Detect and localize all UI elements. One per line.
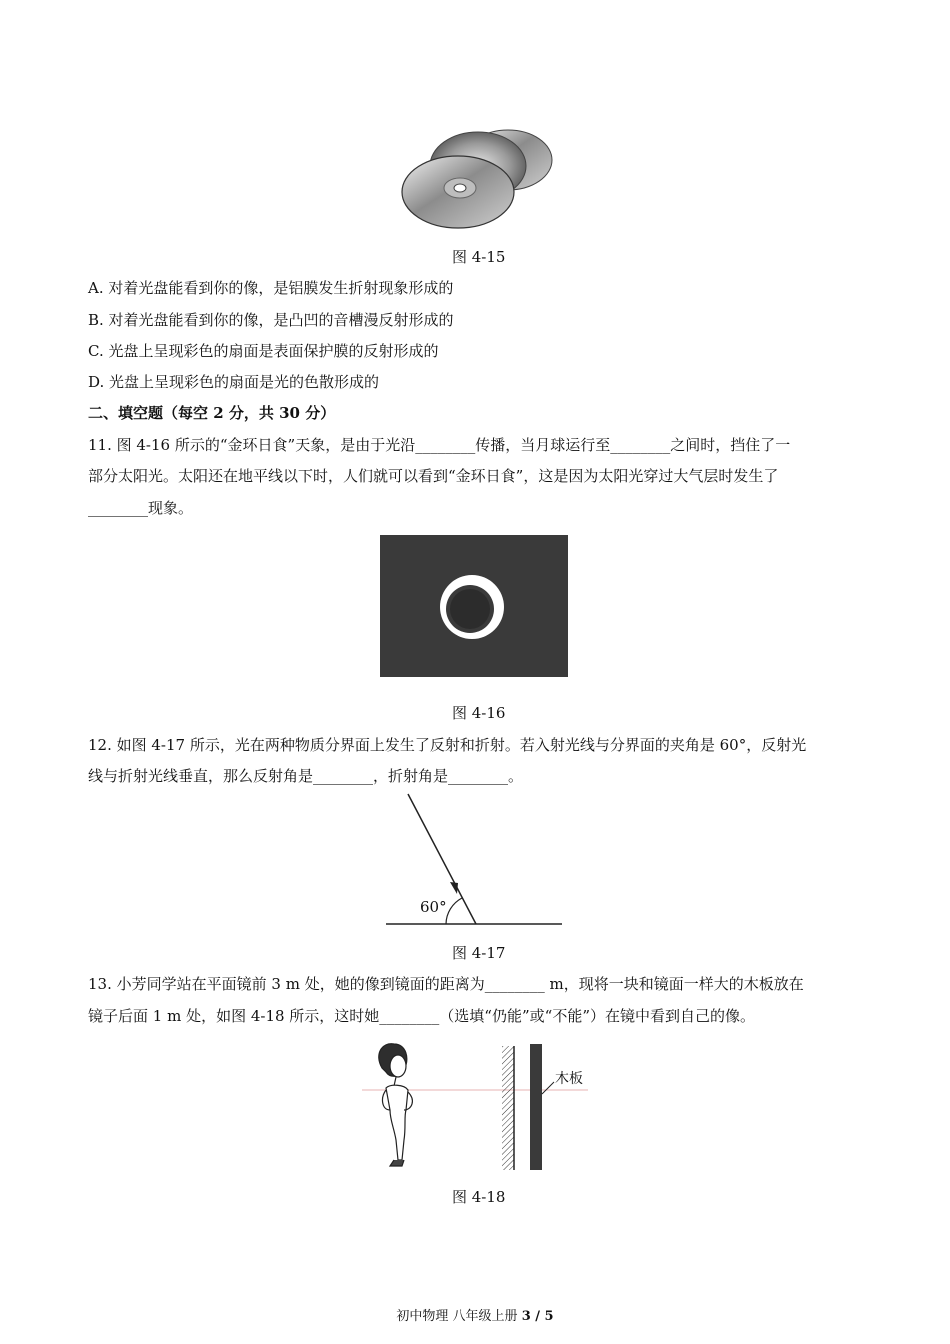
q12-line-1: 12. 如图 4-17 所示，光在两种物质分界面上发生了反射和折射。若入射光线与分界面的夹角是 60°，反射光 xyxy=(88,736,807,754)
board-label: 木板 xyxy=(555,1071,583,1087)
figure-4-15-discs xyxy=(388,118,558,236)
section-heading: 二、填空题（每空 2 分，共 30 分） xyxy=(88,404,336,422)
figure-4-18-caption: 图 4-18 xyxy=(452,1188,506,1206)
q13-line-2: 镜子后面 1 m 处，如图 4-18 所示，这时她________（选填“仍能”或“不能”）在镜中看到自己的像。 xyxy=(88,1007,755,1025)
q11-line-2: 部分太阳光。太阳还在地平线以下时，人们就可以看到“金环日食”，这是因为太阳光穿过大气层时发生了 xyxy=(88,467,779,485)
figure-4-18-mirror-board xyxy=(360,1036,590,1178)
q12-line-2: 线与折射光线垂直，那么反射角是________，折射角是________。 xyxy=(88,767,524,785)
figure-4-17-ray-diagram xyxy=(384,790,564,932)
figure-4-16-eclipse xyxy=(380,535,568,677)
figure-4-15-caption: 图 4-15 xyxy=(452,248,506,266)
angle-label: 60° xyxy=(420,898,447,916)
q13-line-1: 13. 小芳同学站在平面镜前 3 m 处，她的像到镜面的距离为________ m，现将一块和镜面一样大的木板放在 xyxy=(88,975,804,993)
q11-line-3: ________现象。 xyxy=(88,499,194,517)
option-d: D. 光盘上呈现彩色的扇面是光的色散形成的 xyxy=(88,373,380,391)
footer-page-number: 3 / 5 xyxy=(521,1309,554,1324)
page-footer xyxy=(0,1305,950,1324)
option-c: C. 光盘上呈现彩色的扇面是表面保护膜的反射形成的 xyxy=(88,342,439,360)
figure-4-17-caption: 图 4-17 xyxy=(452,944,506,962)
q11-line-1: 11. 图 4-16 所示的“金环日食”天象，是由于光沿________传播，当月球运行至________之间时，挡住了一 xyxy=(88,436,791,454)
option-a: A. 对着光盘能看到你的像，是铝膜发生折射现象形成的 xyxy=(88,279,454,297)
footer-subject: 初中物理 八年级上册 xyxy=(396,1309,518,1324)
option-b: B. 对着光盘能看到你的像，是凸凹的音槽漫反射形成的 xyxy=(88,311,454,329)
figure-4-16-caption: 图 4-16 xyxy=(452,704,506,722)
